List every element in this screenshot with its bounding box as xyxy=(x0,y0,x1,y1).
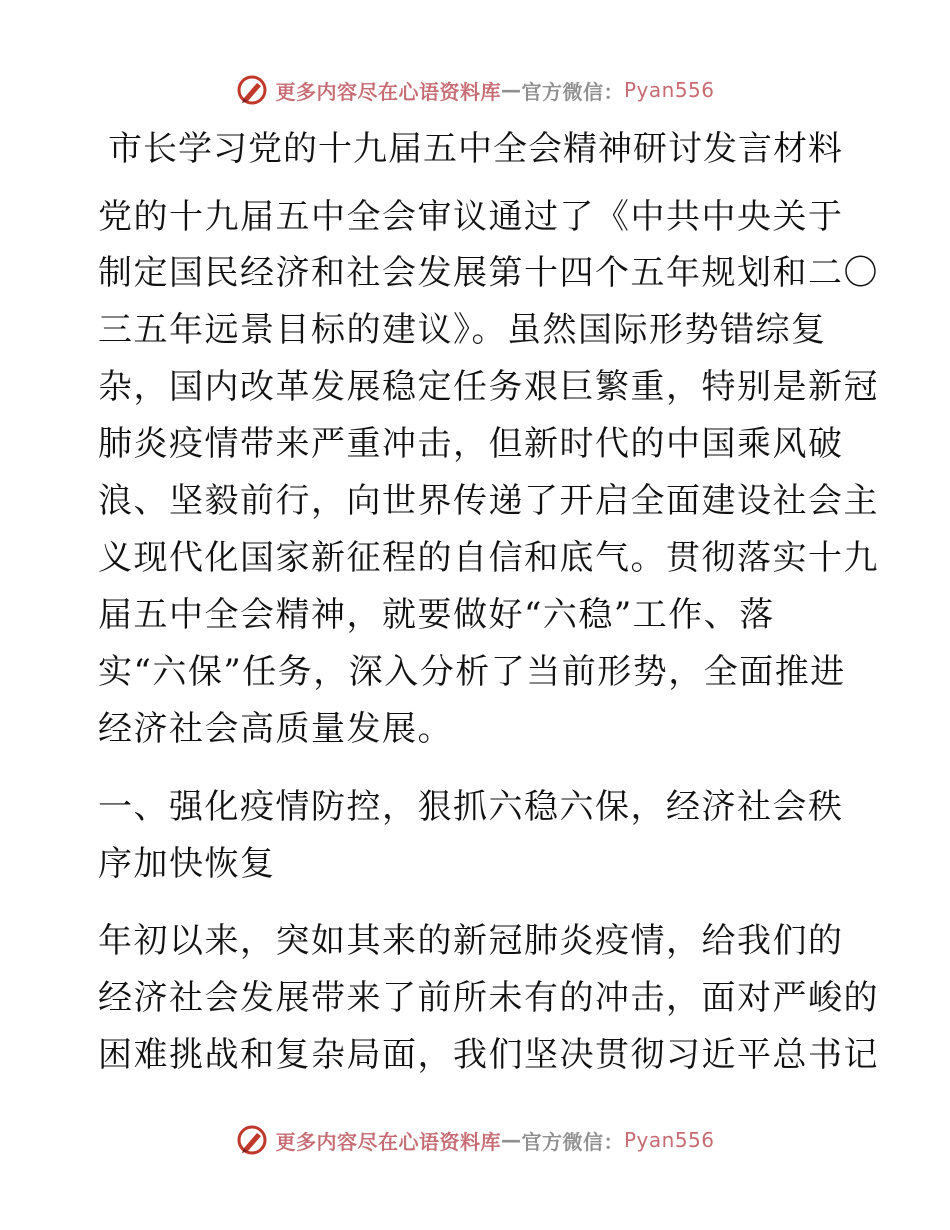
document-title: 市长学习党的十九届五中全会精神研讨发言材料 xyxy=(108,129,843,169)
body-line: 制定国民经济和社会发展第十四个五年规划和二〇 xyxy=(98,253,879,293)
pen-logo-icon xyxy=(235,73,269,107)
body-line: 义现代化国家新征程的自信和底气。贯彻落实十九 xyxy=(98,538,879,578)
body-line: 困难挑战和复杂局面，我们坚决贯彻习近平总书记 xyxy=(98,1035,879,1075)
pen-logo-icon xyxy=(235,1123,269,1157)
section-heading: 一、强化疫情防控，狠抓六稳六保，经济社会秩 xyxy=(98,787,844,827)
banner-text: 更多内容尽在心语资料库 xyxy=(275,79,501,104)
banner-wechat-id: Pyan556 xyxy=(623,78,715,102)
body-line: 实“六保”任务，深入分析了当前形势，全面推进 xyxy=(98,652,846,692)
body-line: 三五年远景目标的建议》。虽然国际形势错综复 xyxy=(98,310,827,350)
body-line: 浪、坚毅前行，向世界传递了开启全面建设社会主 xyxy=(98,481,879,521)
body-line: 杂，国内改革发展稳定任务艰巨繁重，特别是新冠 xyxy=(98,367,879,407)
banner-text: 更多内容尽在心语资料库 xyxy=(275,1129,501,1154)
banner-official: 官方微信： xyxy=(521,1129,624,1154)
banner-official: 官方微信： xyxy=(521,79,624,104)
footer-banner[interactable] xyxy=(0,1120,950,1160)
body-line: 经济社会高质量发展。 xyxy=(98,709,453,749)
body-line: 经济社会发展带来了前所未有的冲击，面对严峻的 xyxy=(98,978,879,1018)
banner-wechat-id: Pyan556 xyxy=(623,1128,715,1152)
banner-dash: — xyxy=(500,1128,522,1152)
body-line: 党的十九届五中全会审议通过了《中共中央关于 xyxy=(98,197,844,237)
body-line: 肺炎疫情带来严重冲击，但新时代的中国乘风破 xyxy=(98,424,844,464)
body-line: 届五中全会精神，就要做好“六稳”工作、落 xyxy=(98,595,775,635)
banner-dash: — xyxy=(500,78,522,102)
body-line: 年初以来，突如其来的新冠肺炎疫情，给我们的 xyxy=(98,921,844,961)
section-heading: 序加快恢复 xyxy=(98,844,276,884)
header-banner[interactable] xyxy=(0,70,950,110)
